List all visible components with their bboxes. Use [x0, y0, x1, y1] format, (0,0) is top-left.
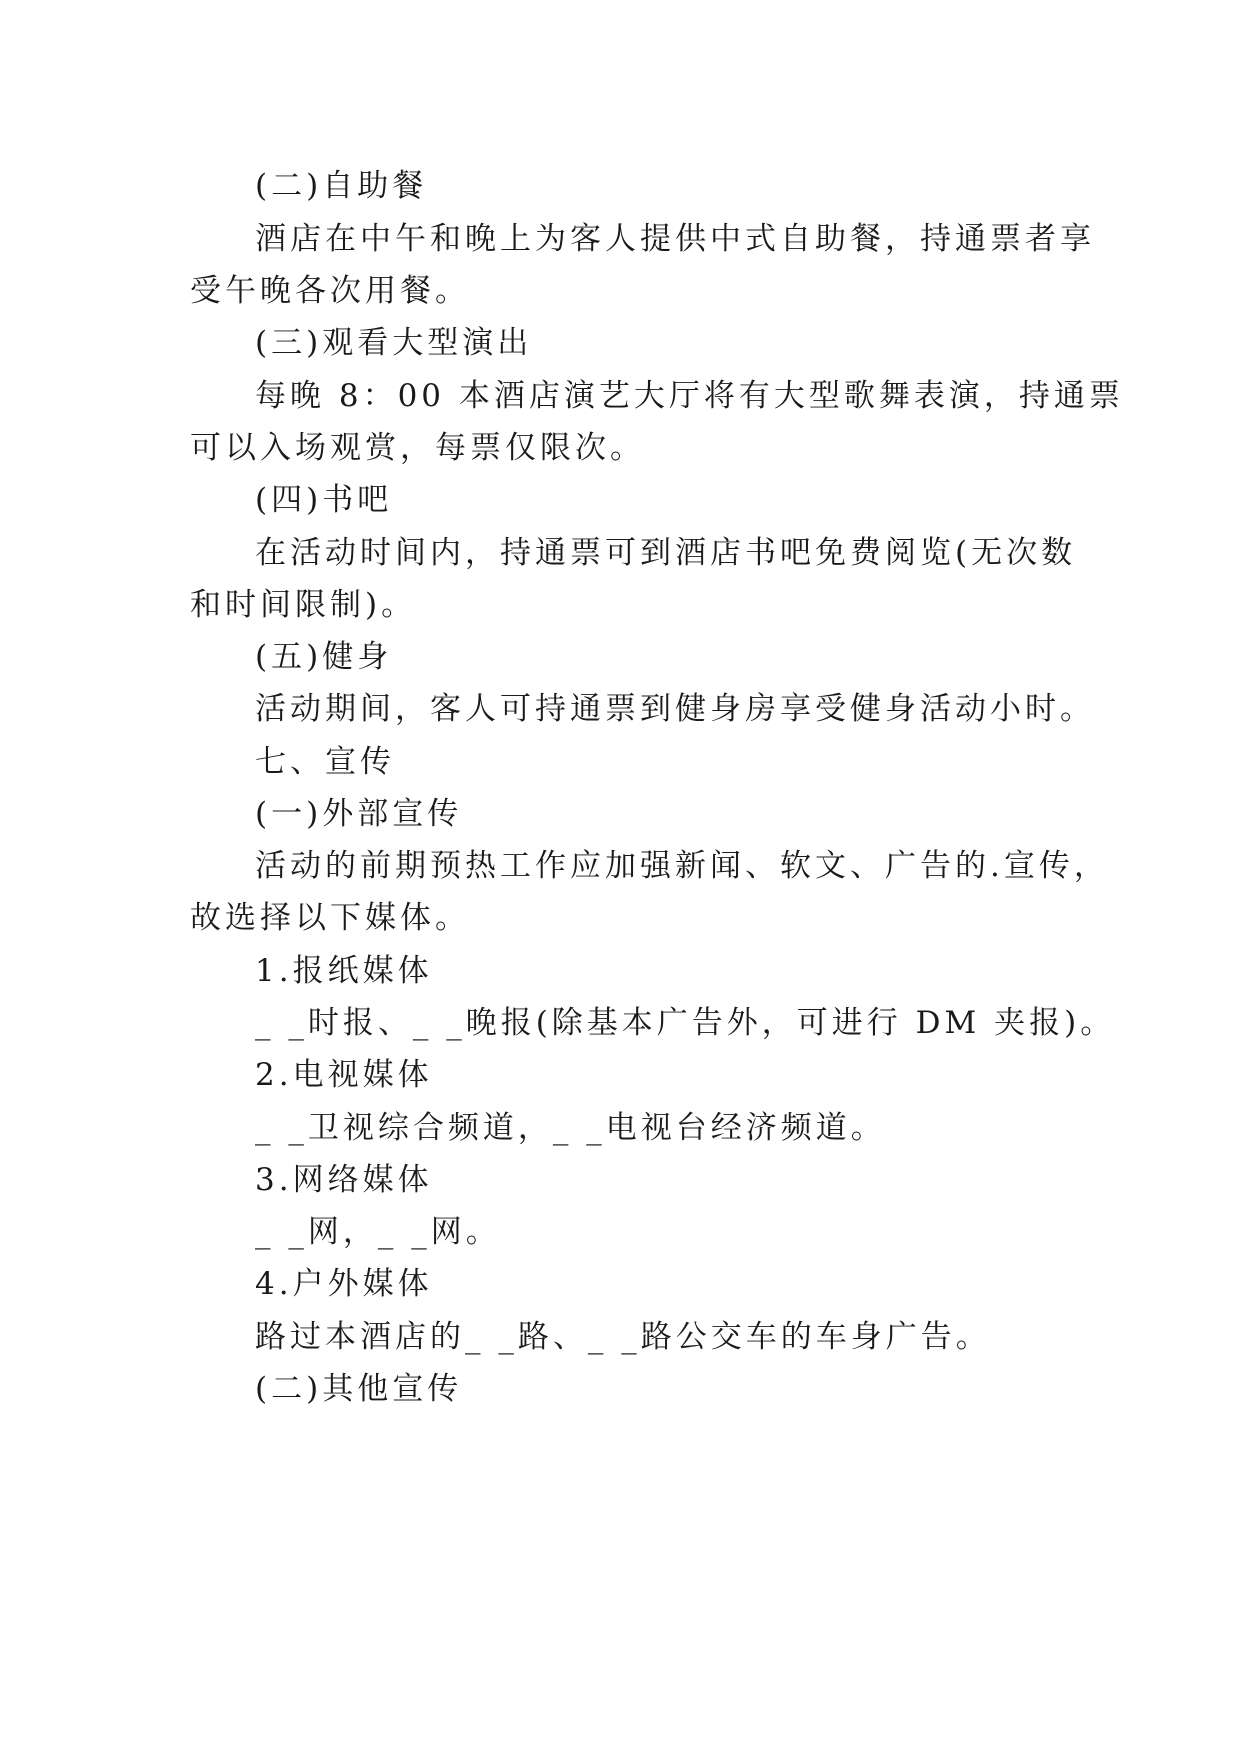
- list-item-newspaper: 1.报纸媒体: [255, 953, 433, 989]
- paragraph-line: 每晚 8：00 本酒店演艺大厅将有大型歌舞表演，持通票: [255, 378, 1124, 414]
- heading-buffet: (二)自助餐: [255, 168, 428, 204]
- paragraph-line: 故选择以下媒体。: [190, 900, 470, 936]
- section-heading-promotion: 七、宣传: [255, 744, 395, 780]
- paragraph-line: _ _时报、_ _晚报(除基本广告外，可进行 DM 夹报)。: [255, 1005, 1116, 1041]
- paragraph-line: _ _网，_ _网。: [255, 1214, 501, 1250]
- list-item-internet: 3.网络媒体: [255, 1162, 433, 1198]
- paragraph-line: 路过本酒店的_ _路、_ _路公交车的车身广告。: [255, 1319, 991, 1355]
- heading-book-bar: (四)书吧: [255, 482, 393, 518]
- paragraph-line: 酒店在中午和晚上为客人提供中式自助餐，持通票者享: [255, 221, 1095, 257]
- heading-show: (三)观看大型演出: [255, 325, 533, 361]
- paragraph-line: 活动的前期预热工作应加强新闻、软文、广告的.宣传，: [255, 848, 1109, 884]
- paragraph-line: 和时间限制)。: [190, 587, 417, 623]
- paragraph-line: _ _卫视综合频道，_ _电视台经济频道。: [255, 1110, 886, 1146]
- heading-external-promotion: (一)外部宣传: [255, 796, 463, 832]
- paragraph-line: 受午晚各次用餐。: [190, 273, 470, 309]
- list-item-tv: 2.电视媒体: [255, 1057, 433, 1093]
- list-item-outdoor: 4.户外媒体: [255, 1266, 433, 1302]
- heading-fitness: (五)健身: [255, 639, 393, 675]
- paragraph-line: 在活动时间内，持通票可到酒店书吧免费阅览(无次数: [255, 535, 1077, 571]
- paragraph-line: 可以入场观赏，每票仅限次。: [190, 430, 645, 466]
- paragraph-line: 活动期间，客人可持通票到健身房享受健身活动小时。: [255, 691, 1095, 727]
- heading-other-promotion: (二)其他宣传: [255, 1371, 463, 1407]
